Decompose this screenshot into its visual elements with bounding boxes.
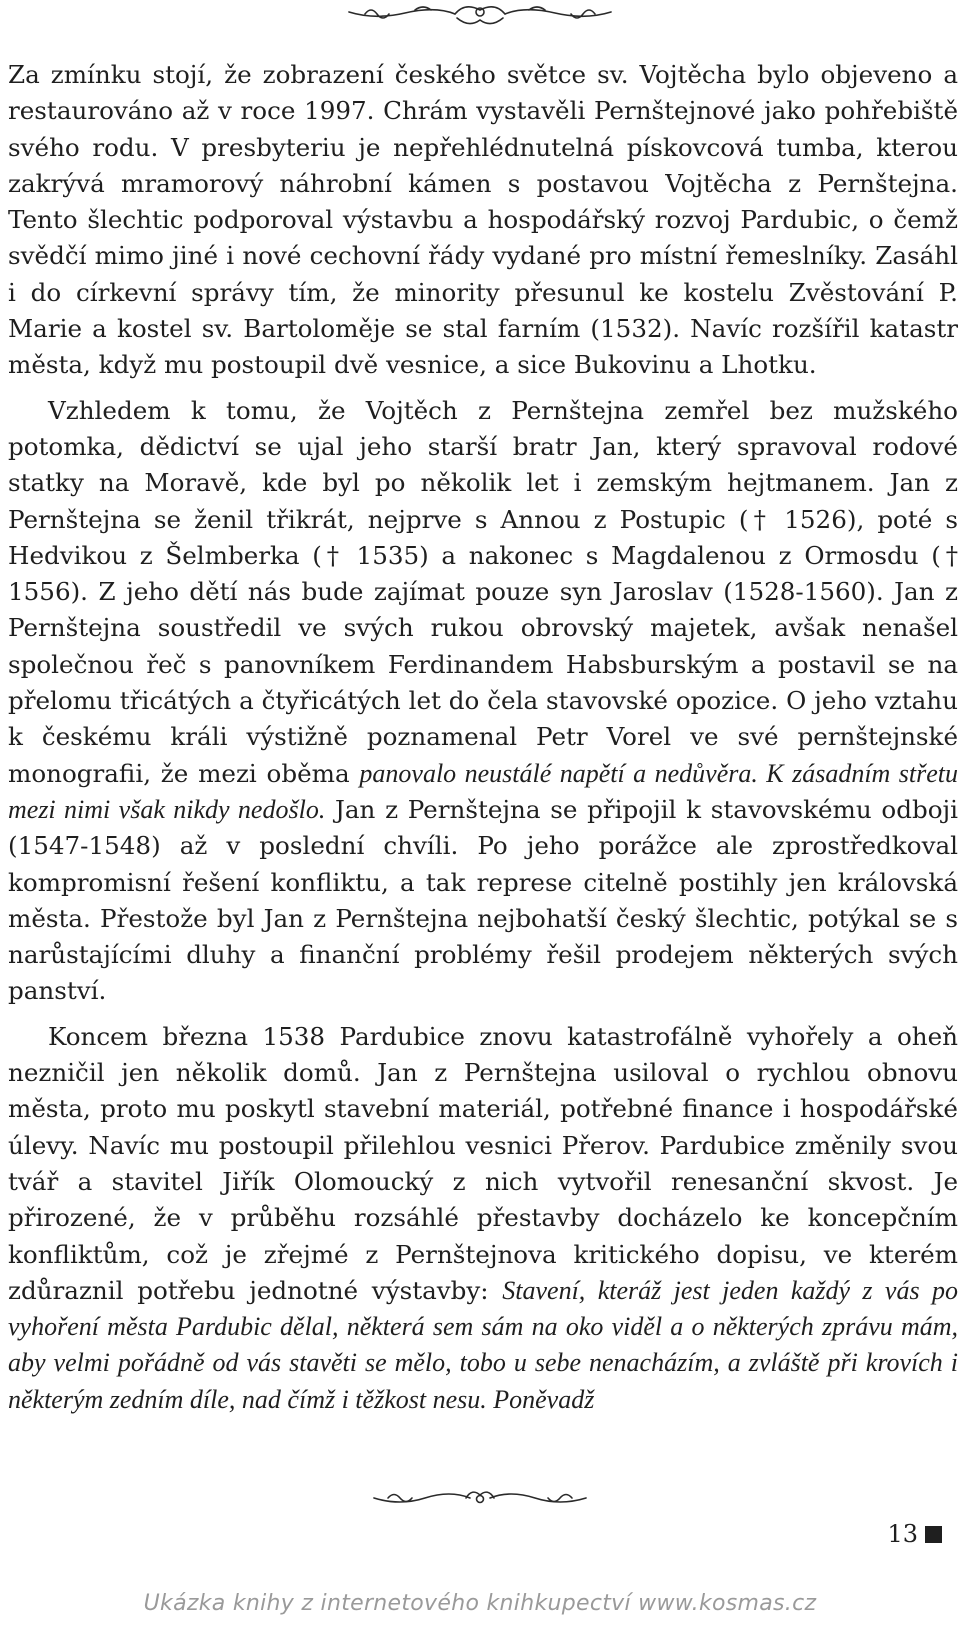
paragraph-2: Vzhledem k tomu, že Vojtěch z Pernštejna zemřel bez mužského potomka, dědictví se ujal jeho starší bratr Jan, který spravoval rodové statky na Moravě, kde byl po několik let i zemským hejtmanem. Jan z Pernštejna se ženil třikrát, nejprve s Annou z Postupic († 1526), poté s Hedvikou z Šelmberka († 1535) a nakonec s Magdalenou z Ormosdu († 1556). Z jeho dětí nás bude zajímat pouze syn Jaroslav (1528-1560). Jan z Pernštejna soustředil ve svých rukou obrovský majetek, avšak nenašel společnou řeč s panovníkem Ferdinandem Habsburským a postavil se na přelomu třicátých a čtyřicátých let do čela stavovské opozice. O jeho vztahu k českému králi výstižně poznamenal Petr Vorel ve své pernštejnské monografii, že mezi oběma panovalo neustálé napětí a nedůvěra. K zásadním střetu mezi nimi však nikdy nedošlo. Jan z Pernštejna se připojil k stavovskému odboji (1547-1548) až v poslední chvíli. Po jeho porážce ale zprostředkoval kompromisní řešení konfliktu, a tak represe citelně postihly jen královská města. Přestože byl Jan z Pernštejna nejbohatší český šlechtic, potýkal se s narůstajícími dluhy a finanční problémy řešil prodejem některých svých panství. bbox=[8, 395, 959, 1006]
bottom-ornament bbox=[370, 1484, 590, 1512]
paragraph-1: Za zmínku stojí, že zobrazení českého světce sv. Vojtěcha bylo objeveno a restaurováno až v roce 1997. Chrám vystavěli Pernštejnové jako pohřebiště svého rodu. V presbyteriu je nepřehlédnutelná pískovcová tumba, kterou zakrývá mramorový náhrobní kámen s postavou Vojtěcha z Pernštejna. Tento šlechtic podporoval výstavbu a hospodářský rozvoj Pardubic, o čemž svědčí mimo jiné i nové cechovní řády vydané pro místní řemeslníky. Zasáhl i do církevní správy tím, že minority přesunul ke kostelu Zvěstování P. Marie a kostel sv. Bartoloměje se stal farním (1532). Navíc rozšířil katastr města, když mu postoupil dvě vesnice, a sice Bukovinu a Lhotku. bbox=[8, 60, 958, 380]
body-text bbox=[8, 57, 958, 1418]
quote-italic-1: panovalo neustálé napětí a nedůvěra. K zásadním střetu mezi nimi však nikdy nedošlo. bbox=[8, 758, 959, 824]
watermark: Ukázka knihy z internetového knihkupectví www.kosmas.cz bbox=[143, 1591, 817, 1616]
quote-italic-2: Stavení, kteráž jest jeden každý z vás po vyhoření města Pardubic dělal, některá sem sám na oko viděl a o některých zprávu mám, aby velmi pořádně od vás stavěti se mělo, tobo u sebe nenacházím, a zvláště při krovích i některým zedním díle, nad čímž i těžkost nesu. Poněvadž bbox=[8, 1275, 958, 1414]
top-ornament bbox=[345, 0, 615, 30]
page-number: 13 bbox=[887, 1520, 942, 1548]
square-marker bbox=[925, 1526, 942, 1543]
paragraph-3: Koncem března 1538 Pardubice znovu katastrofálně vyhořely a oheň nezničil jen několik domů. Jan z Pernštejna usiloval o rychlou obnovu města, proto mu poskytl stavební materiál, potřebné finance i hospodářské úlevy. Navíc mu postoupil přilehlou vesnici Přerov. Pardubice změnily svou tvář a stavitel Jiřík Olomoucký z nich vytvořil renesanční skvost. Je přirozené, že v průběhu rozsáhlé přestavby docházelo ke koncepčním konfliktům, což je zřejmé z Pernštejnova kritického dopisu, ve kterém zdůraznil potřebu jednotné výstavby: Stavení, kteráž jest jeden každý z vás po vyhoření města Pardubic dělal, některá sem sám na oko viděl a o některých zprávu mám, aby velmi pořádně od vás stavěti se mělo, tobo u sebe nenacházím, a zvláště při krovích i některým zedním díle, nad čímž i těžkost nesu. Poněvadž bbox=[8, 1021, 958, 1414]
